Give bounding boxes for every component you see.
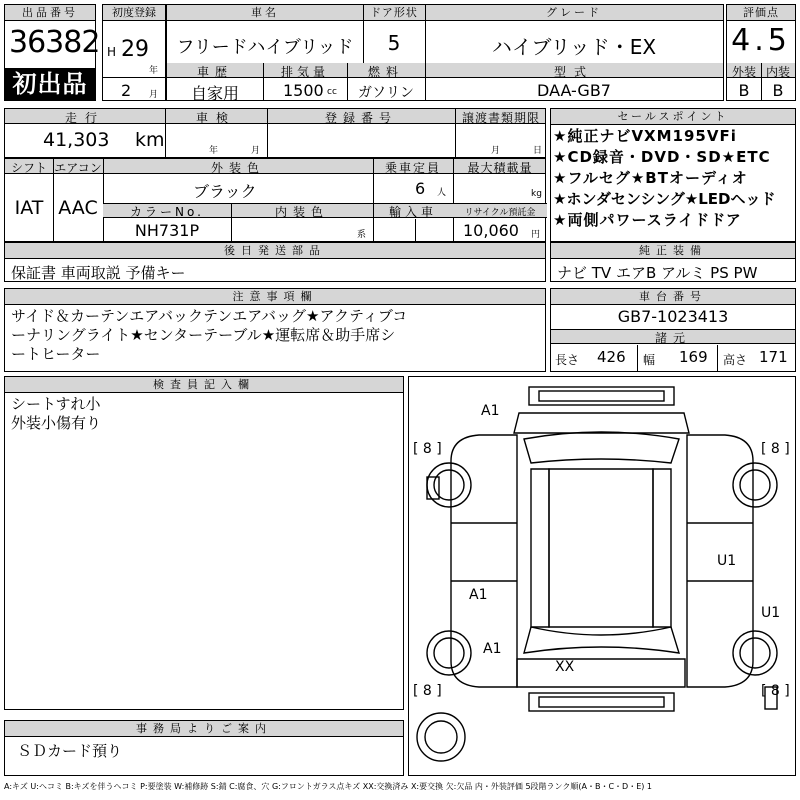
caution-box xyxy=(4,288,546,372)
first-listing-badge: 初出品 xyxy=(5,68,95,100)
inspection-year-unit: 年 xyxy=(209,146,219,156)
front-panel xyxy=(514,413,689,433)
car-diagram xyxy=(408,376,796,776)
car-name-label: 車名 xyxy=(167,5,363,21)
sales-point-line: ★ホンダセンシング★LEDヘッド xyxy=(553,190,776,208)
right-pillar-area xyxy=(653,469,671,627)
grade-label: グレード xyxy=(425,5,723,21)
roof xyxy=(549,469,653,627)
width-value: 169 xyxy=(679,348,708,366)
aircon-value: AAC xyxy=(58,197,98,219)
spec-grid xyxy=(4,158,546,242)
spare-tire-hub xyxy=(425,721,457,753)
damage-mark-a1-front: A1 xyxy=(481,403,500,419)
front-bumper-inner xyxy=(539,391,664,401)
reg-era: H xyxy=(107,45,117,59)
left-mirror xyxy=(427,477,439,499)
int-value: B xyxy=(772,81,784,100)
office-box xyxy=(4,720,404,776)
chassis-box xyxy=(550,288,796,372)
height-value: 171 xyxy=(759,348,788,366)
chassis-label: 車台番号 xyxy=(551,289,795,305)
plate-label: 登録番号 xyxy=(324,111,397,125)
equipment-box xyxy=(550,242,796,282)
sales-point-line: ★フルセグ★BTオーディオ xyxy=(553,169,748,187)
reg-month: 2 xyxy=(121,81,132,100)
caution-line: ーナリングライト★センターテーブル★運転席＆助手席シ xyxy=(11,326,396,344)
length-label: 長さ xyxy=(555,353,580,367)
sales-point-line: ★CD録音・DVD・SD★ETC xyxy=(553,148,771,166)
interior-label: 内装色 xyxy=(274,205,329,219)
caution-line: ートヒーター xyxy=(11,345,101,363)
width-label: 幅 xyxy=(643,353,656,367)
mileage-unit: km xyxy=(135,129,165,151)
seats-unit: 人 xyxy=(437,188,447,198)
mileage-value: 41,303 xyxy=(43,129,110,151)
inspector-line: 外装小傷有り xyxy=(11,414,102,432)
length-value: 426 xyxy=(597,348,626,366)
int-label: 内装 xyxy=(765,65,790,79)
sales-point-line: ★両側パワースライドドア xyxy=(553,211,742,229)
caution-label: 注意事項欄 xyxy=(5,289,545,305)
model-value: DAA-GB7 xyxy=(537,81,611,100)
inspector-label: 検査員記入欄 xyxy=(5,377,403,393)
exterior-label: 外装色 xyxy=(210,161,265,175)
tire-rear-right-mark: [ 8 ] xyxy=(761,683,790,699)
tire-front-left-mark: [ 8 ] xyxy=(413,441,442,457)
tire-rear-left-hub xyxy=(434,638,464,668)
office-label: 事務局よりご案内 xyxy=(5,721,403,737)
transfer-label: 譲渡書類期限 xyxy=(461,111,540,125)
rear-window xyxy=(524,627,679,653)
fuel-label: 燃料 xyxy=(367,65,404,79)
transfer-day-unit: 日 xyxy=(533,146,543,156)
displacement-label: 排気量 xyxy=(280,65,329,79)
displacement-unit: cc xyxy=(327,87,337,97)
lot-label: 出品番号 xyxy=(5,5,95,21)
history-label: 車歴 xyxy=(196,65,233,79)
car-diagram-svg xyxy=(409,377,795,775)
spare-tire xyxy=(417,713,465,761)
tire-front-right-hub xyxy=(740,470,770,500)
lot-number: 36382 xyxy=(9,25,100,60)
reg-label: 初度登録 xyxy=(103,5,165,21)
fuel-value: ガソリン xyxy=(358,85,414,101)
lot-box xyxy=(4,4,100,101)
car-name: フリードハイブリッド xyxy=(176,37,354,58)
after-parts-label: 後日発送部品 xyxy=(5,243,545,259)
seats-value: 6 xyxy=(415,179,426,198)
model-label: 型式 xyxy=(553,65,594,79)
equipment-value: ナビ TV エアB アルミ PS PW xyxy=(557,264,758,282)
after-parts-value: 保証書 車両取説 予備キー xyxy=(11,264,186,282)
mileage-label: 走行 xyxy=(64,111,105,125)
damage-mark-a1-door: A1 xyxy=(469,587,488,603)
reg-month-unit: 月 xyxy=(149,90,159,100)
import-label: 輸入車 xyxy=(388,205,437,219)
sales-points-box xyxy=(550,108,796,242)
score-box xyxy=(726,4,796,101)
mileage-row xyxy=(4,108,546,158)
history-value: 自家用 xyxy=(190,84,239,103)
recycle-unit: 円 xyxy=(531,230,541,240)
ext-value: B xyxy=(738,81,750,100)
displacement-value: 1500 xyxy=(283,81,324,100)
interior-unit: 系 xyxy=(357,230,367,240)
score-label: 評価点 xyxy=(727,5,795,21)
load-unit: kg xyxy=(531,189,542,199)
color-no-value: NH731P xyxy=(134,221,200,240)
rear-bumper-outline xyxy=(529,693,674,711)
equipment-label: 純正装備 xyxy=(551,243,795,259)
front-bumper-outline xyxy=(529,387,674,405)
inspection-month-unit: 月 xyxy=(251,146,261,156)
car-info-box xyxy=(166,4,724,101)
recycle-value: 10,060 xyxy=(463,221,519,240)
transfer-month-unit: 月 xyxy=(491,146,501,156)
shift-label: シフト xyxy=(10,161,47,175)
exterior-value: ブラック xyxy=(193,182,257,201)
sales-point-line: ★純正ナビVXM195VFi xyxy=(553,127,737,145)
caution-line: サイド＆カーテンエアバックテンエアバッグ★アクティブコ xyxy=(11,307,408,325)
windshield xyxy=(524,432,679,463)
damage-mark-a1-rear: A1 xyxy=(483,641,502,657)
door-value: 5 xyxy=(387,31,401,55)
grade-value: ハイブリッド・EX xyxy=(491,35,657,59)
damage-mark-u1-side: U1 xyxy=(717,553,737,569)
rear-panel xyxy=(517,659,685,687)
ext-label: 外装 xyxy=(731,65,756,79)
rear-bumper-inner xyxy=(539,697,664,707)
tire-rear-right-hub xyxy=(740,638,770,668)
after-parts-box xyxy=(4,242,546,282)
sales-points-label: セールスポイント xyxy=(551,109,795,125)
chassis-value: GB7-1023413 xyxy=(617,307,729,326)
load-label: 最大積載量 xyxy=(467,161,533,175)
reg-year: 29 xyxy=(121,37,149,62)
office-value: ＳＤカード預り xyxy=(17,742,123,760)
legend: A:キズ U:ヘコミ B:キズを伴うヘコミ P:要塗装 W:補修跡 S:錆 C:腐食、穴 G:フロントガラス点キズ XX:交換済み X:要交換 欠:欠品 内・外装評価 5段階ランク順(A・B・C・D・E) 1 xyxy=(4,782,653,791)
seats-label: 乗車定員 xyxy=(384,161,441,175)
reg-box xyxy=(102,4,166,101)
color-no-label: カラーNo. xyxy=(130,205,204,219)
tire-rear-left-mark: [ 8 ] xyxy=(413,683,442,699)
tire-front-right-mark: [ 8 ] xyxy=(761,441,790,457)
damage-mark-u1-rear: U1 xyxy=(761,605,781,621)
dims-label: 諸元 xyxy=(654,331,691,345)
shift-value: IAT xyxy=(14,197,44,219)
aircon-label: エアコン xyxy=(54,161,102,175)
recycle-label: リサイクル預託金 xyxy=(464,208,536,218)
damage-mark-xx: XX xyxy=(555,659,575,675)
left-pillar-area xyxy=(531,469,549,627)
inspector-line: シートすれ小 xyxy=(11,395,101,413)
score-value: 4.5 xyxy=(731,23,791,58)
door-label: ドア形状 xyxy=(363,5,425,21)
inspector-box xyxy=(4,376,404,710)
height-label: 高さ xyxy=(723,353,748,367)
reg-year-unit: 年 xyxy=(149,66,159,76)
inspection-label: 車検 xyxy=(195,111,236,125)
